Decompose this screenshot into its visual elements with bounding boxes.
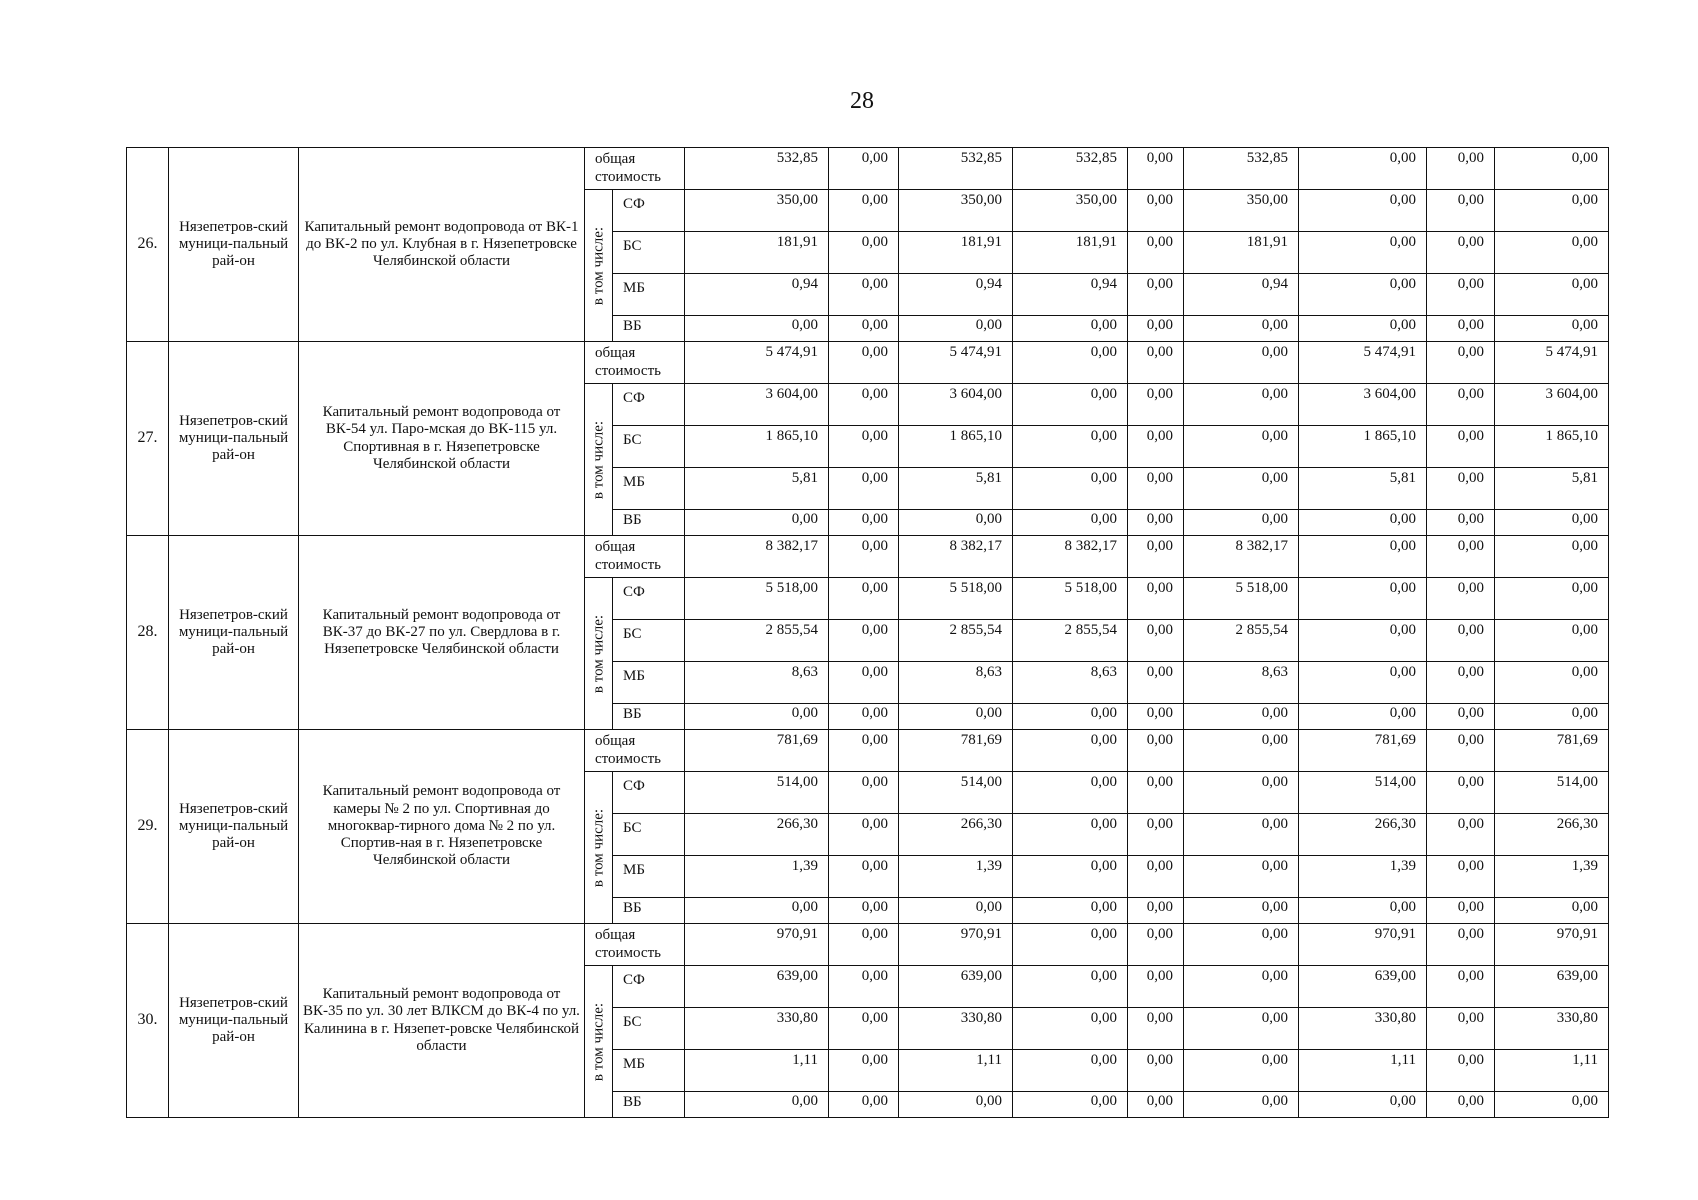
value-cell: 266,30 — [1495, 814, 1609, 856]
fund-label-bs: БС — [613, 620, 685, 662]
value-cell: 0,00 — [1128, 772, 1184, 814]
value-cell: 0,00 — [1013, 468, 1128, 510]
value-cell: 0,00 — [1013, 856, 1128, 898]
value-cell: 0,00 — [1128, 342, 1184, 384]
value-cell: 0,00 — [1299, 274, 1427, 316]
value-cell: 0,00 — [1013, 1050, 1128, 1092]
value-cell: 0,00 — [1184, 384, 1299, 426]
value-cell: 0,00 — [1184, 1008, 1299, 1050]
value-cell: 0,00 — [1427, 730, 1495, 772]
value-cell: 8 382,17 — [1013, 536, 1128, 578]
district-name: Нязепетров-ский муници-пальный рай-он — [169, 924, 299, 1118]
value-cell: 181,91 — [1013, 232, 1128, 274]
of-which-text: в том числе: — [589, 614, 606, 693]
fund-label-vb: ВБ — [613, 1092, 685, 1118]
value-cell: 0,00 — [829, 1050, 899, 1092]
of-which-text: в том числе: — [589, 808, 606, 887]
value-cell: 970,91 — [1495, 924, 1609, 966]
value-cell: 0,00 — [829, 856, 899, 898]
value-cell: 0,00 — [1427, 384, 1495, 426]
of-which-text: в том числе: — [589, 420, 606, 499]
value-cell: 350,00 — [1013, 190, 1128, 232]
value-cell: 0,00 — [829, 662, 899, 704]
value-cell: 0,00 — [1427, 426, 1495, 468]
value-cell: 639,00 — [685, 966, 829, 1008]
value-cell: 0,00 — [1495, 536, 1609, 578]
value-cell: 5 474,91 — [899, 342, 1013, 384]
value-cell: 0,00 — [899, 1092, 1013, 1118]
fund-label-vb: ВБ — [613, 704, 685, 730]
value-cell: 0,00 — [1299, 898, 1427, 924]
value-cell: 0,00 — [1427, 898, 1495, 924]
value-cell: 0,00 — [1427, 1050, 1495, 1092]
value-cell: 639,00 — [1495, 966, 1609, 1008]
value-cell: 0,00 — [1427, 316, 1495, 342]
table-row — [127, 730, 1609, 772]
table-row — [127, 342, 1609, 384]
value-cell: 0,00 — [685, 704, 829, 730]
value-cell: 0,00 — [829, 578, 899, 620]
value-cell: 0,00 — [1128, 924, 1184, 966]
value-cell: 0,00 — [1184, 316, 1299, 342]
value-cell: 0,00 — [685, 1092, 829, 1118]
value-cell: 0,00 — [829, 730, 899, 772]
value-cell: 8 382,17 — [899, 536, 1013, 578]
project-description: Капитальный ремонт водопровода от ВК-54 ул. Паро-мская до ВК-115 ул. Спортивная в г. Нязепетровске Челябинской области — [299, 342, 585, 536]
district-name: Нязепетров-ский муници-пальный рай-он — [169, 536, 299, 730]
value-cell: 0,00 — [1427, 772, 1495, 814]
fund-label-sf: СФ — [613, 966, 685, 1008]
value-cell: 970,91 — [685, 924, 829, 966]
value-cell: 8,63 — [1184, 662, 1299, 704]
value-cell: 0,00 — [1013, 1008, 1128, 1050]
value-cell: 0,00 — [1299, 620, 1427, 662]
value-cell: 1,11 — [1299, 1050, 1427, 1092]
value-cell: 970,91 — [1299, 924, 1427, 966]
value-cell: 0,00 — [829, 1008, 899, 1050]
value-cell: 0,00 — [829, 510, 899, 536]
value-cell: 0,00 — [899, 316, 1013, 342]
value-cell: 181,91 — [685, 232, 829, 274]
value-cell: 1 865,10 — [1299, 426, 1427, 468]
value-cell: 0,00 — [1495, 510, 1609, 536]
value-cell: 0,00 — [1427, 966, 1495, 1008]
value-cell: 181,91 — [899, 232, 1013, 274]
value-cell: 0,00 — [1495, 148, 1609, 190]
value-cell: 0,00 — [1495, 274, 1609, 316]
value-cell: 8 382,17 — [1184, 536, 1299, 578]
value-cell: 3 604,00 — [899, 384, 1013, 426]
value-cell: 0,00 — [1128, 966, 1184, 1008]
value-cell: 0,00 — [829, 148, 899, 190]
value-cell: 0,00 — [1427, 578, 1495, 620]
total-cost-label: общая стоимость — [585, 730, 685, 772]
value-cell: 266,30 — [685, 814, 829, 856]
value-cell: 0,00 — [829, 316, 899, 342]
value-cell: 0,00 — [1013, 510, 1128, 536]
fund-label-mb: МБ — [613, 274, 685, 316]
value-cell: 514,00 — [899, 772, 1013, 814]
value-cell: 0,94 — [899, 274, 1013, 316]
value-cell: 0,00 — [1495, 578, 1609, 620]
fund-label-bs: БС — [613, 426, 685, 468]
value-cell: 0,00 — [829, 924, 899, 966]
fund-label-mb: МБ — [613, 856, 685, 898]
value-cell: 1,11 — [685, 1050, 829, 1092]
value-cell: 350,00 — [899, 190, 1013, 232]
value-cell: 514,00 — [1299, 772, 1427, 814]
value-cell: 0,00 — [1013, 342, 1128, 384]
value-cell: 0,00 — [1128, 1008, 1184, 1050]
value-cell: 0,00 — [1427, 190, 1495, 232]
value-cell: 8,63 — [1013, 662, 1128, 704]
row-number: 26. — [127, 148, 169, 342]
value-cell: 5 474,91 — [685, 342, 829, 384]
value-cell: 5 474,91 — [1495, 342, 1609, 384]
value-cell: 0,00 — [1128, 578, 1184, 620]
value-cell: 0,00 — [829, 814, 899, 856]
value-cell: 5 518,00 — [685, 578, 829, 620]
value-cell: 0,00 — [829, 966, 899, 1008]
value-cell: 781,69 — [1495, 730, 1609, 772]
value-cell: 0,00 — [1128, 232, 1184, 274]
value-cell: 8 382,17 — [685, 536, 829, 578]
value-cell: 3 604,00 — [1495, 384, 1609, 426]
value-cell: 0,00 — [1184, 468, 1299, 510]
fund-label-bs: БС — [613, 1008, 685, 1050]
value-cell: 1 865,10 — [685, 426, 829, 468]
value-cell: 0,00 — [1013, 924, 1128, 966]
value-cell: 0,00 — [1427, 536, 1495, 578]
value-cell: 0,00 — [1495, 316, 1609, 342]
fund-label-mb: МБ — [613, 468, 685, 510]
value-cell: 0,00 — [1427, 510, 1495, 536]
value-cell: 3 604,00 — [1299, 384, 1427, 426]
value-cell: 266,30 — [1299, 814, 1427, 856]
value-cell: 532,85 — [1184, 148, 1299, 190]
value-cell: 0,00 — [1128, 620, 1184, 662]
value-cell: 532,85 — [1013, 148, 1128, 190]
value-cell: 0,00 — [829, 426, 899, 468]
value-cell: 0,00 — [1013, 704, 1128, 730]
value-cell: 0,00 — [1128, 856, 1184, 898]
page-number: 28 — [850, 88, 874, 114]
value-cell: 0,00 — [685, 898, 829, 924]
value-cell: 0,00 — [1128, 148, 1184, 190]
project-description: Капитальный ремонт водопровода от камеры № 2 по ул. Спортивная до многоквар-тирного дома № 2 по ул. Спортив-ная в г. Нязепетровске Челябинской области — [299, 730, 585, 924]
value-cell: 0,00 — [1128, 190, 1184, 232]
of-which-label — [585, 578, 613, 730]
value-cell: 0,00 — [1299, 190, 1427, 232]
value-cell: 0,00 — [1299, 1092, 1427, 1118]
value-cell: 639,00 — [1299, 966, 1427, 1008]
value-cell: 0,00 — [1013, 730, 1128, 772]
value-cell: 1,39 — [899, 856, 1013, 898]
value-cell: 0,94 — [685, 274, 829, 316]
value-cell: 350,00 — [1184, 190, 1299, 232]
fund-label-vb: ВБ — [613, 316, 685, 342]
value-cell: 2 855,54 — [685, 620, 829, 662]
value-cell: 0,00 — [1299, 704, 1427, 730]
value-cell: 532,85 — [685, 148, 829, 190]
value-cell: 0,00 — [829, 342, 899, 384]
row-number: 28. — [127, 536, 169, 730]
value-cell: 0,00 — [829, 772, 899, 814]
value-cell: 0,00 — [1128, 536, 1184, 578]
value-cell: 0,00 — [1128, 814, 1184, 856]
value-cell: 5,81 — [1495, 468, 1609, 510]
value-cell: 0,00 — [1013, 772, 1128, 814]
value-cell: 0,00 — [1128, 274, 1184, 316]
value-cell: 0,00 — [1427, 662, 1495, 704]
fund-label-bs: БС — [613, 814, 685, 856]
value-cell: 0,00 — [1495, 704, 1609, 730]
value-cell: 0,00 — [1184, 704, 1299, 730]
value-cell: 0,00 — [829, 1092, 899, 1118]
value-cell: 5 518,00 — [1184, 578, 1299, 620]
row-number: 27. — [127, 342, 169, 536]
value-cell: 0,00 — [1184, 510, 1299, 536]
value-cell: 5 518,00 — [1013, 578, 1128, 620]
value-cell: 781,69 — [1299, 730, 1427, 772]
value-cell: 0,00 — [1128, 704, 1184, 730]
value-cell: 0,00 — [1427, 1008, 1495, 1050]
value-cell: 0,00 — [1013, 966, 1128, 1008]
value-cell: 0,00 — [1013, 426, 1128, 468]
value-cell: 5 474,91 — [1299, 342, 1427, 384]
value-cell: 0,00 — [1427, 468, 1495, 510]
project-description: Капитальный ремонт водопровода от ВК-1 до ВК-2 по ул. Клубная в г. Нязепетровске Челябинской области — [299, 148, 585, 342]
value-cell: 0,00 — [829, 468, 899, 510]
value-cell: 970,91 — [899, 924, 1013, 966]
value-cell: 0,00 — [1495, 1092, 1609, 1118]
value-cell: 0,00 — [1427, 620, 1495, 662]
value-cell: 0,00 — [1013, 898, 1128, 924]
value-cell: 0,00 — [1299, 148, 1427, 190]
value-cell: 0,00 — [1299, 510, 1427, 536]
value-cell: 181,91 — [1184, 232, 1299, 274]
value-cell: 0,00 — [1427, 342, 1495, 384]
value-cell: 266,30 — [899, 814, 1013, 856]
value-cell: 0,00 — [829, 704, 899, 730]
fund-label-sf: СФ — [613, 384, 685, 426]
value-cell: 0,00 — [1184, 342, 1299, 384]
value-cell: 0,00 — [829, 232, 899, 274]
value-cell: 0,00 — [1013, 316, 1128, 342]
value-cell: 0,00 — [829, 620, 899, 662]
project-cost-table — [126, 147, 1609, 1118]
value-cell: 0,00 — [1013, 1092, 1128, 1118]
value-cell: 0,00 — [1184, 924, 1299, 966]
of-which-label — [585, 384, 613, 536]
value-cell: 5 518,00 — [899, 578, 1013, 620]
total-cost-label: общая стоимость — [585, 924, 685, 966]
value-cell: 0,00 — [1427, 1092, 1495, 1118]
value-cell: 3 604,00 — [685, 384, 829, 426]
fund-label-bs: БС — [613, 232, 685, 274]
value-cell: 0,00 — [1128, 662, 1184, 704]
value-cell: 0,00 — [1184, 730, 1299, 772]
value-cell: 0,94 — [1013, 274, 1128, 316]
value-cell: 2 855,54 — [1184, 620, 1299, 662]
project-description: Капитальный ремонт водопровода от ВК-35 по ул. 30 лет ВЛКСМ до ВК-4 по ул. Калинина в г. Нязепет-ровске Челябинской области — [299, 924, 585, 1118]
value-cell: 0,00 — [1128, 426, 1184, 468]
value-cell: 0,00 — [829, 190, 899, 232]
of-which-label — [585, 772, 613, 924]
value-cell: 0,00 — [1184, 772, 1299, 814]
value-cell: 514,00 — [1495, 772, 1609, 814]
table-row — [127, 536, 1609, 578]
value-cell: 0,00 — [1427, 924, 1495, 966]
value-cell: 0,00 — [1299, 578, 1427, 620]
value-cell: 0,00 — [1427, 704, 1495, 730]
value-cell: 5,81 — [685, 468, 829, 510]
district-name: Нязепетров-ский муници-пальный рай-он — [169, 342, 299, 536]
value-cell: 1,39 — [1299, 856, 1427, 898]
value-cell: 0,00 — [1427, 814, 1495, 856]
row-number: 29. — [127, 730, 169, 924]
value-cell: 0,00 — [899, 898, 1013, 924]
value-cell: 532,85 — [899, 148, 1013, 190]
value-cell: 781,69 — [685, 730, 829, 772]
value-cell: 0,00 — [899, 510, 1013, 536]
value-cell: 0,00 — [829, 536, 899, 578]
value-cell: 0,00 — [1128, 730, 1184, 772]
value-cell: 0,00 — [1128, 898, 1184, 924]
of-which-text: в том числе: — [589, 1002, 606, 1081]
value-cell: 0,00 — [829, 274, 899, 316]
value-cell: 330,80 — [899, 1008, 1013, 1050]
value-cell: 0,00 — [1128, 468, 1184, 510]
value-cell: 0,00 — [899, 704, 1013, 730]
value-cell: 330,80 — [1495, 1008, 1609, 1050]
district-name: Нязепетров-ский муници-пальный рай-он — [169, 148, 299, 342]
value-cell: 0,00 — [685, 316, 829, 342]
value-cell: 639,00 — [899, 966, 1013, 1008]
value-cell: 8,63 — [899, 662, 1013, 704]
value-cell: 0,00 — [1299, 536, 1427, 578]
value-cell: 514,00 — [685, 772, 829, 814]
value-cell: 0,00 — [1184, 966, 1299, 1008]
value-cell: 0,00 — [1299, 232, 1427, 274]
value-cell: 1 865,10 — [1495, 426, 1609, 468]
value-cell: 0,00 — [1184, 1092, 1299, 1118]
value-cell: 0,00 — [1184, 426, 1299, 468]
value-cell: 5,81 — [1299, 468, 1427, 510]
value-cell: 0,00 — [1128, 1092, 1184, 1118]
project-description: Капитальный ремонт водопровода от ВК-37 до ВК-27 по ул. Свердлова в г. Нязепетровске Челябинской области — [299, 536, 585, 730]
value-cell: 0,00 — [1128, 1050, 1184, 1092]
value-cell: 8,63 — [685, 662, 829, 704]
value-cell: 0,00 — [1427, 856, 1495, 898]
fund-label-sf: СФ — [613, 578, 685, 620]
value-cell: 781,69 — [899, 730, 1013, 772]
value-cell: 0,00 — [1013, 814, 1128, 856]
value-cell: 5,81 — [899, 468, 1013, 510]
of-which-label — [585, 966, 613, 1118]
value-cell: 0,00 — [1427, 274, 1495, 316]
value-cell: 0,00 — [1495, 190, 1609, 232]
value-cell: 0,00 — [1299, 316, 1427, 342]
value-cell: 0,00 — [1184, 814, 1299, 856]
value-cell: 2 855,54 — [899, 620, 1013, 662]
total-cost-label: общая стоимость — [585, 342, 685, 384]
value-cell: 0,00 — [1013, 384, 1128, 426]
district-name: Нязепетров-ский муници-пальный рай-он — [169, 730, 299, 924]
value-cell: 0,00 — [1427, 148, 1495, 190]
fund-label-mb: МБ — [613, 662, 685, 704]
value-cell: 0,00 — [1299, 662, 1427, 704]
value-cell: 330,80 — [685, 1008, 829, 1050]
value-cell: 1,11 — [899, 1050, 1013, 1092]
of-which-text: в том числе: — [589, 226, 606, 305]
value-cell: 0,00 — [1128, 316, 1184, 342]
value-cell: 0,00 — [1495, 620, 1609, 662]
value-cell: 330,80 — [1299, 1008, 1427, 1050]
value-cell: 0,00 — [1427, 232, 1495, 274]
value-cell: 0,00 — [1184, 856, 1299, 898]
value-cell: 0,00 — [1128, 510, 1184, 536]
table-row — [127, 924, 1609, 966]
value-cell: 1,11 — [1495, 1050, 1609, 1092]
value-cell: 0,00 — [1184, 1050, 1299, 1092]
value-cell: 1,39 — [1495, 856, 1609, 898]
fund-label-sf: СФ — [613, 772, 685, 814]
value-cell: 0,00 — [1128, 384, 1184, 426]
value-cell: 1 865,10 — [899, 426, 1013, 468]
table-row — [127, 148, 1609, 190]
value-cell: 1,39 — [685, 856, 829, 898]
of-which-label — [585, 190, 613, 342]
value-cell: 350,00 — [685, 190, 829, 232]
value-cell: 0,00 — [685, 510, 829, 536]
fund-label-mb: МБ — [613, 1050, 685, 1092]
value-cell: 0,00 — [829, 898, 899, 924]
value-cell: 0,94 — [1184, 274, 1299, 316]
row-number: 30. — [127, 924, 169, 1118]
total-cost-label: общая стоимость — [585, 148, 685, 190]
value-cell: 0,00 — [1495, 232, 1609, 274]
fund-label-vb: ВБ — [613, 898, 685, 924]
total-cost-label: общая стоимость — [585, 536, 685, 578]
value-cell: 0,00 — [1495, 662, 1609, 704]
fund-label-sf: СФ — [613, 190, 685, 232]
value-cell: 0,00 — [1495, 898, 1609, 924]
value-cell: 2 855,54 — [1013, 620, 1128, 662]
fund-label-vb: ВБ — [613, 510, 685, 536]
value-cell: 0,00 — [829, 384, 899, 426]
value-cell: 0,00 — [1184, 898, 1299, 924]
